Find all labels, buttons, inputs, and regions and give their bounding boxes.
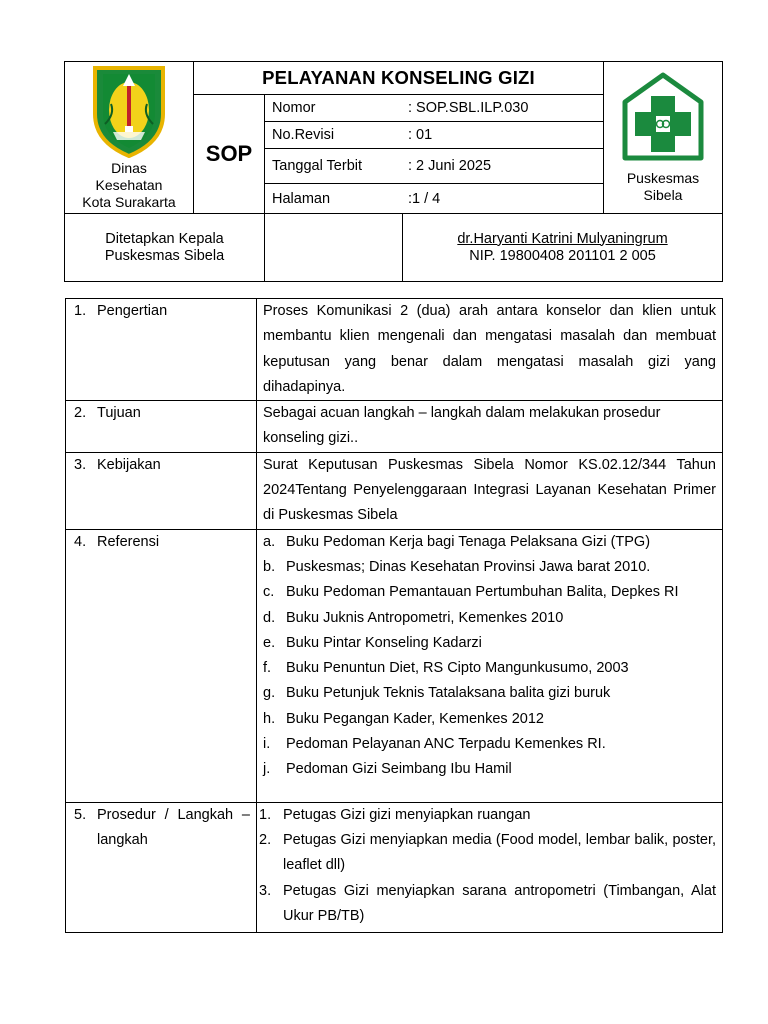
section-title: Pengertian <box>97 303 168 319</box>
meta-value: :1 / 4 <box>408 190 441 207</box>
dinas-logo-cell <box>65 62 194 214</box>
list-item: b. Puskesmas; Dinas Kesehatan Provinsi Jawa barat 2010. <box>263 558 651 575</box>
org-left-line-3: Kota Surakarta <box>82 194 176 210</box>
surakarta-emblem-icon <box>91 64 167 158</box>
section-kebijakan <box>66 452 723 529</box>
section-pengertian <box>66 299 723 401</box>
puskesmas-logo-icon <box>622 72 704 162</box>
org-right-line-2: Sibela <box>643 186 683 203</box>
list-item: d. Buku Juknis Antropometri, Kemenkes 2010 <box>263 609 564 626</box>
org-left-line-1: Dinas <box>111 160 147 176</box>
list-item: h. Buku Pegangan Kader, Kemenkes 2012 <box>263 710 544 727</box>
meta-label: No.Revisi <box>272 127 335 143</box>
section-text: Proses Komunikasi 2 (dua) arah antara konselor dan klien untuk membantu klien mengenali dan mengatasi masalah dan membuat keputusan yang benar dalam mengatasi masalah gizi yang dihadapinya. <box>257 299 723 401</box>
meta-value: : SOP.SBL.ILP.030 <box>408 100 529 116</box>
sop-header <box>64 61 722 281</box>
established-line-2: Puskesmas Sibela <box>104 247 225 264</box>
org-left-line-2: Kesehatan <box>95 177 163 193</box>
list-item: 2. Petugas Gizi menyiapkan media (Food model, lembar balik, poster, leaflet dll) <box>259 831 716 874</box>
puskesmas-logo-cell <box>604 62 723 214</box>
section-number: 5. <box>74 806 87 823</box>
meta-label: Halaman <box>272 190 331 207</box>
list-item: j. Pedoman Gizi Seimbang Ibu Hamil <box>263 761 512 778</box>
section-title: Kebijakan <box>97 456 161 473</box>
signatory-name: dr.Haryanti Katrini Mulyaningrum <box>457 230 668 247</box>
meta-row-nomor <box>265 95 604 122</box>
section-text: Sebagai acuan langkah – langkah dalam melakukan prosedur konseling gizi.. <box>257 401 723 453</box>
meta-row-tanggal <box>265 149 604 184</box>
list-item: i. Pedoman Pelayanan ANC Terpadu Kemenkes RI. <box>263 736 606 753</box>
procedure-list <box>259 803 716 929</box>
signatory-nip: NIP. 19800408 201101 2 005 <box>469 247 656 264</box>
section-prosedur <box>66 802 723 932</box>
established-by <box>65 214 265 282</box>
section-number: 1. <box>74 303 87 319</box>
list-item: g. Buku Petunjuk Teknis Tatalaksana balita gizi buruk <box>263 685 611 702</box>
org-right-line-1: Puskesmas <box>626 169 700 186</box>
signatory <box>403 214 723 282</box>
section-tujuan <box>66 401 723 453</box>
list-item: 3. Petugas Gizi menyiapkan sarana antropometri (Timbangan, Alat Ukur PB/TB) <box>259 882 716 924</box>
section-referensi <box>66 529 723 802</box>
sop-content <box>65 298 722 933</box>
section-title: Referensi <box>97 533 160 550</box>
meta-value: : 01 <box>408 127 433 143</box>
section-number: 2. <box>74 405 87 422</box>
section-number: 3. <box>74 456 87 473</box>
list-item: a. Buku Pedoman Kerja bagi Tenaga Pelaksana Gizi (TPG) <box>263 533 651 550</box>
list-item: c. Buku Pedoman Pemantauan Pertumbuhan Balita, Depkes RI <box>263 584 679 601</box>
meta-value: : 2 Juni 2025 <box>408 158 492 174</box>
list-item: 1. Petugas Gizi gizi menyiapkan ruangan <box>259 806 531 823</box>
section-title: Tujuan <box>97 405 141 422</box>
meta-row-halaman <box>265 184 604 214</box>
section-title: Prosedur / Langkah – langkah <box>97 806 250 848</box>
sop-label: SOP <box>194 95 265 214</box>
section-text: Surat Keputusan Puskesmas Sibela Nomor KS.02.12/344 Tahun 2024Tentang Penyelenggaraan Integrasi Layanan Kesehatan Primer di Puskesmas Sibela <box>257 452 723 529</box>
section-number: 4. <box>74 533 87 550</box>
signature-box <box>265 214 403 282</box>
meta-label: Tanggal Terbit <box>272 158 363 174</box>
reference-list <box>263 530 716 783</box>
document-title: PELAYANAN KONSELING GIZI <box>194 62 604 95</box>
established-line-1: Ditetapkan Kepala <box>105 230 224 247</box>
meta-row-revisi <box>265 122 604 149</box>
list-item: e. Buku Pintar Konseling Kadarzi <box>263 634 482 651</box>
meta-label: Nomor <box>272 100 316 116</box>
list-item: f. Buku Penuntun Diet, RS Cipto Mangunkusumo, 2003 <box>263 660 629 677</box>
